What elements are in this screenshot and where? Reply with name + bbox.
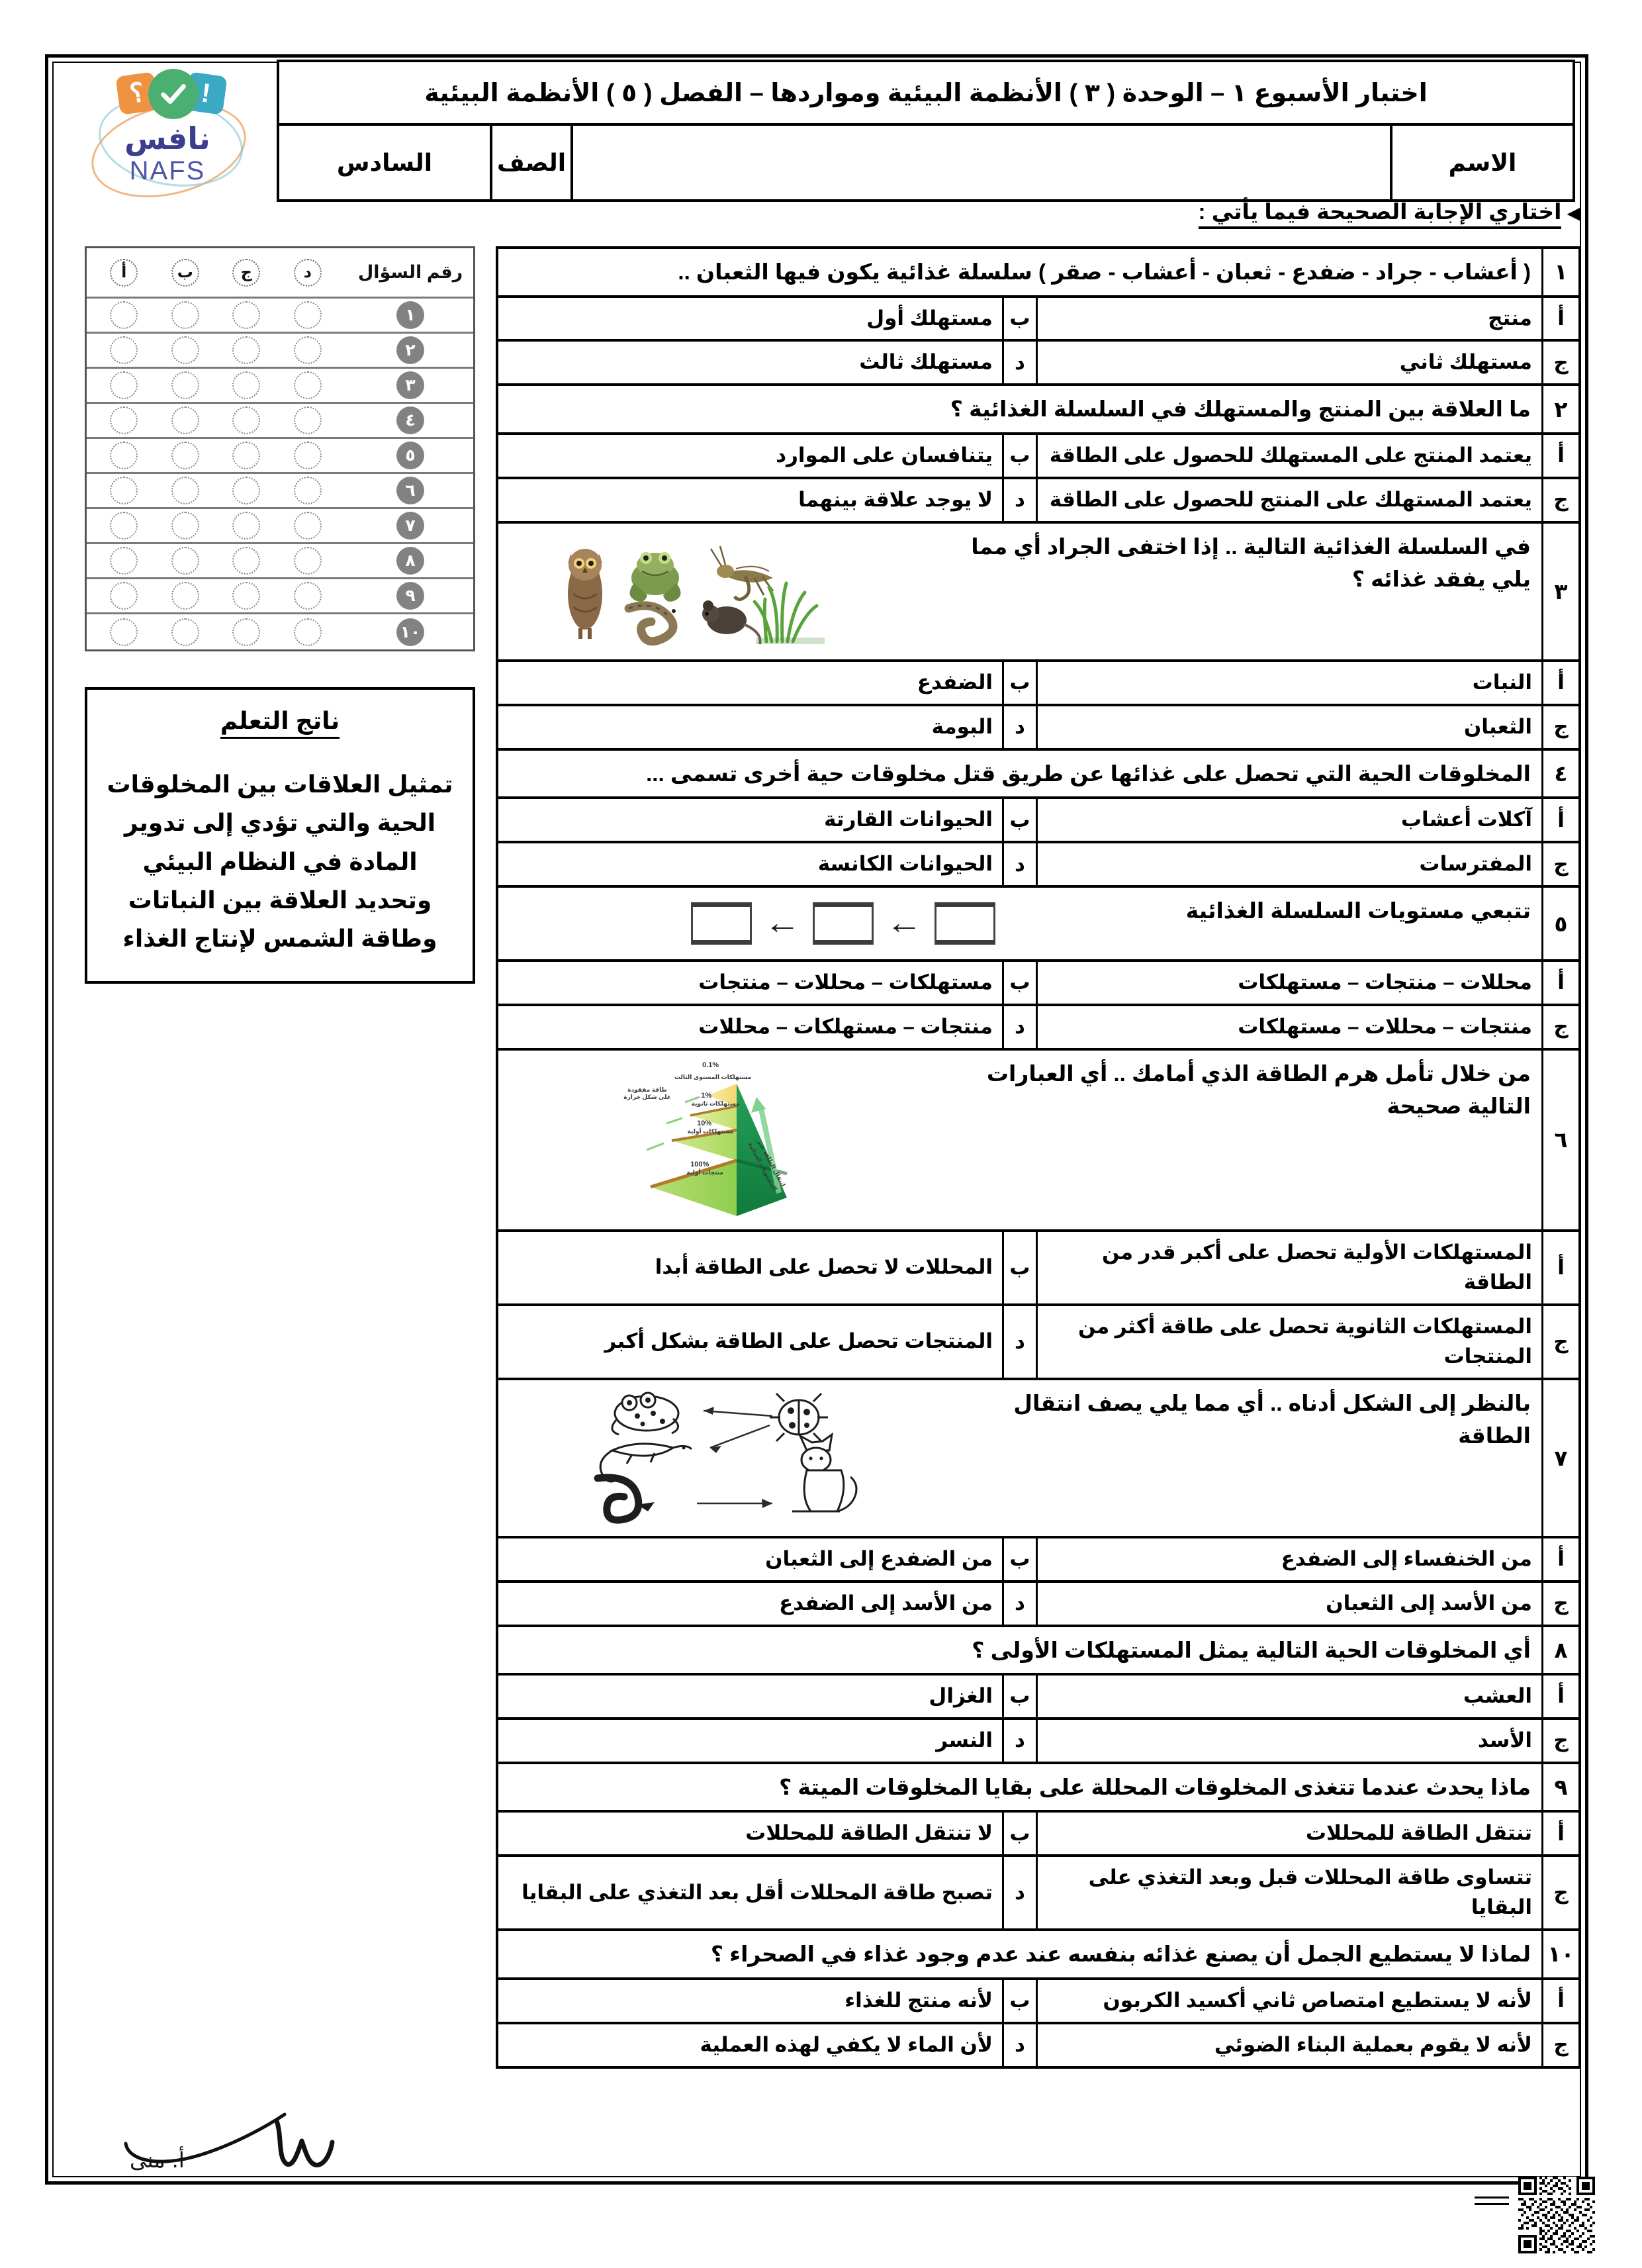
option-text[interactable]: العشب	[1463, 1684, 1532, 1707]
question-stem-row	[498, 249, 1578, 298]
option-text[interactable]: آكلات أعشاب	[1400, 808, 1532, 831]
question-stem-text: من خلال تأمل هرم الطاقة الذي أمامك .. أي العبارات التالية صحيحة	[986, 1061, 1531, 1119]
pyramid-pct-3: 100%	[690, 1160, 709, 1168]
option-letter: ب	[1002, 799, 1038, 841]
option-letter: ب	[1002, 1980, 1038, 2022]
question-stem: لماذا لا يستطيع الجمل أن يصنع غذائه بنفسه عند عدم وجود غذاء في الصحراء ؟	[710, 1942, 1531, 1967]
answer-bubble[interactable]	[294, 442, 322, 469]
option-text[interactable]: الغزال	[929, 1684, 993, 1707]
answer-bubble[interactable]	[110, 582, 138, 610]
answer-bubble[interactable]	[294, 371, 322, 399]
option-text[interactable]: مستهلك ثالث	[859, 350, 993, 374]
qr-dash-icon	[1475, 2197, 1509, 2205]
option-text[interactable]: المستهلكات الثانوية تحصل على طاقة أكثر من المنتجات	[1078, 1314, 1532, 1368]
option-letter: أ	[1541, 662, 1578, 704]
learning-outcome-box	[85, 687, 475, 984]
pyramid-label-0: مستهلكات المستوى الثالث	[674, 1073, 752, 1080]
option-text[interactable]: البومة	[931, 714, 993, 738]
option-letter-ج: ج	[232, 259, 260, 287]
bubble-row-number: ٥	[347, 442, 473, 469]
option-text[interactable]: المفترسات	[1419, 852, 1532, 876]
question-stem: المخلوقات الحية التي تحصل على غذائها عن طريق قتل مخلوقات حية أخرى تسمى ...	[646, 761, 1531, 786]
energy-transfer-diagram	[508, 1387, 951, 1529]
learning-outcome-title: ناتج التعلم	[220, 707, 340, 739]
question-stem	[498, 888, 1541, 959]
pyramid-side-note-heat: طاقة مفقودة على شكل حرارة	[623, 1086, 671, 1101]
pyramid-label-3: منتجات أولية	[686, 1168, 723, 1176]
learning-outcome-text: تمثيل العلاقات بين المخلوقات الحية والتي تؤدي إلى تدوير المادة في النظام البيئي وتحديد العلاقة بين النباتات وطاقة الشمس لإنتاج الغذاء	[107, 771, 453, 953]
option-letter: ب	[1002, 1676, 1038, 1717]
bubble-options[interactable]	[87, 301, 347, 329]
option-text[interactable]: من الخنفساء إلى الضفدع	[1281, 1546, 1532, 1570]
option-letter: ج	[1541, 1006, 1578, 1048]
bubble-sheet-header	[87, 248, 473, 299]
option-row[interactable]	[498, 1720, 1578, 1764]
questions-table	[496, 246, 1581, 2069]
question-stem	[498, 1380, 1541, 1536]
question-stem-row	[498, 1380, 1578, 1538]
question-stem-row	[498, 1627, 1578, 1676]
pyramid-pct-1: 1%	[701, 1091, 712, 1100]
option-letter: أ	[1541, 298, 1578, 340]
logo-arabic-text: نافس	[124, 120, 210, 156]
answer-bubble[interactable]	[232, 618, 260, 646]
answer-bubble[interactable]	[232, 336, 260, 364]
exam-title: اختبار الأسبوع ١ – الوحدة ( ٣ ) الأنظمة البيئية ومواردها – الفصل ( ٥ ) الأنظمة البيئية	[279, 62, 1573, 126]
bubble-row-number: ١	[347, 301, 473, 329]
answer-bubble[interactable]	[232, 477, 260, 504]
option-row[interactable]	[498, 1006, 1578, 1051]
question-number-header: رقم السؤال	[357, 262, 463, 282]
bubble-row-number: ٧	[347, 512, 473, 540]
option-text[interactable]: النسر	[936, 1728, 993, 1752]
answer-bubble[interactable]	[232, 547, 260, 575]
option-letter: ب	[1002, 298, 1038, 340]
option-row[interactable]	[498, 1676, 1578, 1720]
document-header	[58, 60, 1575, 202]
question-stem-row	[498, 386, 1578, 435]
bubble-options[interactable]	[87, 336, 347, 364]
question-number: ٤	[1541, 751, 1578, 797]
bubble-row-number: ٨	[347, 547, 473, 575]
answer-bubble[interactable]	[232, 406, 260, 434]
option-row[interactable]	[498, 342, 1578, 386]
bubble-options[interactable]	[87, 618, 347, 646]
option-letter: د	[1002, 843, 1038, 885]
answer-bubble[interactable]	[110, 547, 138, 575]
option-text[interactable]: المستهلكات الأولية تحصل على أكبر قدر من الطاقة	[1101, 1240, 1532, 1294]
option-letter: أ	[1541, 1232, 1578, 1303]
option-letter: ج	[1541, 706, 1578, 748]
bubble-options[interactable]	[87, 512, 347, 540]
option-text[interactable]: الأسد	[1477, 1728, 1532, 1752]
answer-bubble[interactable]	[294, 336, 322, 364]
answer-bubble[interactable]	[294, 618, 322, 646]
option-letter: أ	[1541, 1813, 1578, 1854]
option-letter: ج	[1541, 1720, 1578, 1762]
option-text[interactable]: منتج	[1488, 306, 1532, 330]
pyramid-side-note-transfer: انتقال الطاقة عبر المستويات الغذائية	[747, 1139, 787, 1192]
name-label: الاسم	[1390, 126, 1573, 199]
bubble-options[interactable]	[87, 406, 347, 434]
answer-bubble[interactable]	[171, 301, 199, 329]
option-text[interactable]: لأنه لا يستطيع امتصاص ثاني أكسيد الكربون	[1103, 1988, 1532, 2012]
bubble-row-number: ٢	[347, 336, 473, 364]
option-text[interactable]: المحللات لا تحصل على الطاقة أبدا	[655, 1255, 993, 1279]
answer-bubble[interactable]	[232, 512, 260, 540]
answer-bubble[interactable]	[171, 442, 199, 469]
checkmark-circle-icon	[148, 69, 199, 119]
question-stem-row	[498, 888, 1578, 962]
chain-box-1	[691, 902, 752, 945]
option-letter: ج	[1541, 1857, 1578, 1928]
nafs-logo	[85, 65, 250, 197]
option-letter: د	[1002, 1857, 1038, 1928]
option-letter: أ	[1541, 962, 1578, 1004]
question-number: ١	[1541, 249, 1578, 295]
answer-bubble[interactable]	[232, 442, 260, 469]
question-number: ١٠	[1541, 1931, 1578, 1977]
question-stem-text: في السلسلة الغذائية التالية .. إذا اختفى الجراد أي مما يلي يفقد غذائه ؟	[971, 534, 1531, 592]
option-text[interactable]: تنتقل الطاقة للمحللات	[1305, 1821, 1532, 1845]
option-text[interactable]: تصبح طاقة المحللات أقل بعد التغذي على البقايا	[522, 1880, 993, 1904]
option-letter: ب	[1002, 962, 1038, 1004]
option-text[interactable]: مستهلك أول	[866, 306, 993, 330]
answer-bubble[interactable]	[110, 477, 138, 504]
question-stem-text: تتبعي مستويات السلسلة الغذائية	[1185, 898, 1531, 923]
option-letter: أ	[1541, 1676, 1578, 1717]
answer-bubble[interactable]	[171, 618, 199, 646]
option-text[interactable]: لأن الماء لا يكفي لهذه العملية	[700, 2032, 993, 2056]
bubble-row[interactable]	[87, 509, 473, 544]
option-letter: ج	[1541, 843, 1578, 885]
option-text[interactable]: مستهلكات – محللات – منتجات	[698, 970, 993, 994]
question-number: ٨	[1541, 1627, 1578, 1674]
question-stem-row	[498, 751, 1578, 800]
answer-bubble[interactable]	[294, 582, 322, 610]
bubble-row-number: ٦	[347, 477, 473, 504]
answer-bubble[interactable]	[294, 477, 322, 504]
bubble-row[interactable]	[87, 579, 473, 614]
option-letter: ج	[1541, 1583, 1578, 1625]
teacher-signature	[99, 2109, 377, 2189]
question-number: ٦	[1541, 1051, 1578, 1229]
option-letter: ب	[1002, 662, 1038, 704]
pyramid-label-2: مستهلكات أولية	[687, 1127, 733, 1135]
answer-bubble[interactable]	[171, 406, 199, 434]
signature-name: أ. منى	[130, 2148, 185, 2173]
bubble-row-number: ٩	[347, 582, 473, 610]
option-text[interactable]: يعتمد المستهلك على المنتج للحصول على الطاقة	[1049, 487, 1532, 511]
option-row[interactable]	[498, 706, 1578, 751]
answer-bubble[interactable]	[294, 512, 322, 540]
qr-code-icon	[1518, 2177, 1595, 2253]
question-stem: ( أعشاب - جراد - ضفدع - ثعبان - أعشاب - صقر ) سلسلة غذائية يكون فيها الثعبان ..	[678, 260, 1531, 284]
option-text[interactable]: لا تنتقل الطاقة للمحللات	[745, 1821, 993, 1845]
option-row[interactable]	[498, 1980, 1578, 2024]
option-letter: ج	[1541, 342, 1578, 383]
option-row[interactable]	[498, 799, 1578, 843]
question-number: ٩	[1541, 1764, 1578, 1811]
bubble-options[interactable]	[87, 442, 347, 469]
option-row[interactable]	[498, 479, 1578, 524]
option-letter: د	[1002, 706, 1038, 748]
option-text[interactable]: الثعبان	[1463, 714, 1532, 738]
question-stem-row	[498, 1764, 1578, 1813]
left-arrow-icon: ←	[764, 906, 801, 941]
option-row[interactable]	[498, 962, 1578, 1006]
food-chain-boxes-diagram	[508, 894, 1179, 953]
answer-bubble[interactable]	[110, 406, 138, 434]
option-letter-header	[87, 259, 347, 287]
bubble-options[interactable]	[87, 371, 347, 399]
answer-bubble[interactable]	[232, 582, 260, 610]
option-letter-د: د	[294, 259, 322, 287]
option-text[interactable]: محللات – منتجات – مستهلكات	[1238, 970, 1532, 994]
option-row[interactable]	[498, 843, 1578, 888]
option-row[interactable]	[498, 1583, 1578, 1627]
bubble-row[interactable]	[87, 614, 473, 649]
answer-bubble[interactable]	[171, 582, 199, 610]
instruction-text: اختاري الإجابة الصحيحة فيما يأتي :	[1199, 199, 1562, 229]
option-text[interactable]: تتساوى طاقة المحللات قبل وبعد التغذي على البقايا	[1088, 1866, 1532, 1919]
bubble-row[interactable]	[87, 334, 473, 369]
answer-bubble[interactable]	[110, 371, 138, 399]
option-letter: د	[1002, 2024, 1038, 2066]
arrow-bullet-icon: ◀	[1567, 203, 1581, 223]
bubble-row[interactable]	[87, 474, 473, 509]
answer-bubble[interactable]	[110, 301, 138, 329]
left-column	[85, 246, 475, 984]
question-stem	[498, 524, 1541, 659]
answer-bubble[interactable]	[110, 618, 138, 646]
question-number: ٢	[1541, 386, 1578, 432]
option-text[interactable]: النبات	[1472, 670, 1532, 694]
question-stem-text: بالنظر إلى الشكل أدناه .. أي مما يلي يصف انتقال الطاقة	[1013, 1390, 1531, 1448]
logo-english-text: NAFS	[129, 156, 206, 185]
option-text[interactable]: من الضفدع إلى الثعبان	[765, 1546, 993, 1570]
option-letter: ب	[1002, 1538, 1038, 1580]
question-stem	[498, 1051, 1541, 1229]
option-row[interactable]	[498, 435, 1578, 479]
answer-bubble-sheet[interactable]	[85, 246, 475, 651]
option-text[interactable]: لأنه منتج للغذاء	[844, 1988, 993, 2012]
option-row[interactable]	[498, 662, 1578, 706]
answer-bubble[interactable]	[171, 477, 199, 504]
answer-bubble[interactable]	[294, 547, 322, 575]
option-letter: أ	[1541, 799, 1578, 841]
option-row[interactable]	[498, 2024, 1578, 2066]
option-text[interactable]: الضفدع	[917, 670, 993, 694]
answer-bubble[interactable]	[110, 512, 138, 540]
student-info-row	[279, 126, 1573, 199]
bubble-options[interactable]	[87, 582, 347, 610]
option-letter: ج	[1541, 1306, 1578, 1378]
class-label: الصف	[490, 126, 570, 199]
option-row[interactable]	[498, 1538, 1578, 1583]
answer-bubble[interactable]	[232, 301, 260, 329]
option-letter: د	[1002, 342, 1038, 383]
option-text[interactable]: منتجات – محللات – مستهلكات	[1238, 1014, 1532, 1038]
bubble-row-number: ١٠	[347, 618, 473, 646]
option-letter: د	[1002, 1583, 1038, 1625]
option-text[interactable]: يتنافسان على الموارد	[776, 443, 993, 467]
question-number: ٣	[1541, 524, 1578, 659]
bubble-options[interactable]	[87, 477, 347, 504]
option-row[interactable]	[498, 298, 1578, 342]
question-number: ٥	[1541, 888, 1578, 959]
option-text[interactable]: مستهلك ثاني	[1399, 350, 1532, 374]
class-value: السادس	[336, 148, 433, 176]
option-text[interactable]: من الأسد إلى الضفدع	[779, 1591, 993, 1615]
question-stem: ماذا يحدث عندما تتغذى المخلوقات المحللة على بقايا المخلوقات الميتة ؟	[779, 1774, 1531, 1799]
option-letter: ب	[1002, 435, 1038, 477]
option-text[interactable]: لا يوجد علاقة بينهما	[798, 487, 993, 511]
header-info-table	[277, 60, 1575, 202]
answer-bubble[interactable]	[171, 512, 199, 540]
option-text[interactable]: المنتجات تحصل على الطاقة بشكل أكبر	[604, 1329, 993, 1353]
option-letter: د	[1002, 1306, 1038, 1378]
name-input[interactable]	[570, 126, 1390, 199]
option-text[interactable]: لأنه لا يقوم بعملية البناء الضوئي	[1214, 2032, 1532, 2056]
question-mark-tile-icon: ؟	[115, 71, 159, 115]
option-letter-أ: أ	[110, 259, 138, 287]
question-stem: أي المخلوقات الحية التالية يمثل المستهلكات الأولى ؟	[972, 1637, 1531, 1662]
option-letter: أ	[1541, 1538, 1578, 1580]
question-stem-row	[498, 524, 1578, 662]
option-letter: أ	[1541, 435, 1578, 477]
food-chain-photo-strip	[508, 530, 951, 653]
bubble-row[interactable]	[87, 404, 473, 439]
option-text[interactable]: يعتمد المنتج على المستهلك للحصول على الطاقة	[1049, 443, 1532, 467]
pyramid-label-1: مستهلكات ثانوية	[691, 1100, 740, 1107]
option-letter: ب	[1002, 1232, 1038, 1303]
question-stem: ما العلاقة بين المنتج والمستهلك في السلسلة الغذائية ؟	[950, 397, 1531, 422]
option-letter: د	[1002, 1720, 1038, 1762]
option-text[interactable]: الحيوانات الكانسة	[817, 852, 993, 876]
bubble-row[interactable]	[87, 369, 473, 404]
answer-bubble[interactable]	[294, 301, 322, 329]
option-letter: د	[1002, 479, 1038, 521]
answer-bubble[interactable]	[171, 371, 199, 399]
option-text[interactable]: منتجات – مستهلكات – محللات	[698, 1014, 993, 1038]
exclamation-tile-icon: !	[184, 71, 228, 115]
chain-box-3	[935, 902, 995, 945]
left-arrow-icon: ←	[886, 906, 923, 941]
option-letter: ب	[1002, 1813, 1038, 1854]
nafs-logo-cell	[58, 60, 277, 202]
pyramid-pct-0: 0.1%	[702, 1061, 719, 1069]
option-letter: ج	[1541, 2024, 1578, 2066]
chain-box-2	[813, 902, 874, 945]
answer-bubble[interactable]	[294, 406, 322, 434]
answer-bubble[interactable]	[232, 371, 260, 399]
option-row[interactable]	[498, 1857, 1578, 1931]
option-letter: د	[1002, 1006, 1038, 1048]
answer-bubble[interactable]	[171, 547, 199, 575]
option-letter-ب: ب	[171, 259, 199, 287]
option-row[interactable]	[498, 1232, 1578, 1306]
bubble-row[interactable]	[87, 544, 473, 579]
pyramid-pct-2: 10%	[697, 1119, 712, 1127]
answer-bubble[interactable]	[110, 442, 138, 469]
question-stem-row	[498, 1931, 1578, 1980]
bubble-row[interactable]	[87, 439, 473, 474]
option-letter: ج	[1541, 479, 1578, 521]
bubble-row-number: ٤	[347, 406, 473, 434]
question-stem-row	[498, 1051, 1578, 1232]
option-row[interactable]	[498, 1813, 1578, 1857]
option-row[interactable]	[498, 1306, 1578, 1380]
bubble-row-number: ٣	[347, 371, 473, 399]
instruction-line	[67, 199, 1581, 232]
energy-pyramid-diagram	[508, 1057, 951, 1223]
question-number: ٧	[1541, 1380, 1578, 1536]
answer-bubble[interactable]	[110, 336, 138, 364]
answer-bubble[interactable]	[171, 336, 199, 364]
option-text[interactable]: من الأسد إلى الثعبان	[1326, 1591, 1532, 1615]
bubble-options[interactable]	[87, 547, 347, 575]
option-letter: أ	[1541, 1980, 1578, 2022]
option-text[interactable]: الحيوانات القارتة	[824, 808, 993, 831]
bubble-row[interactable]	[87, 299, 473, 334]
